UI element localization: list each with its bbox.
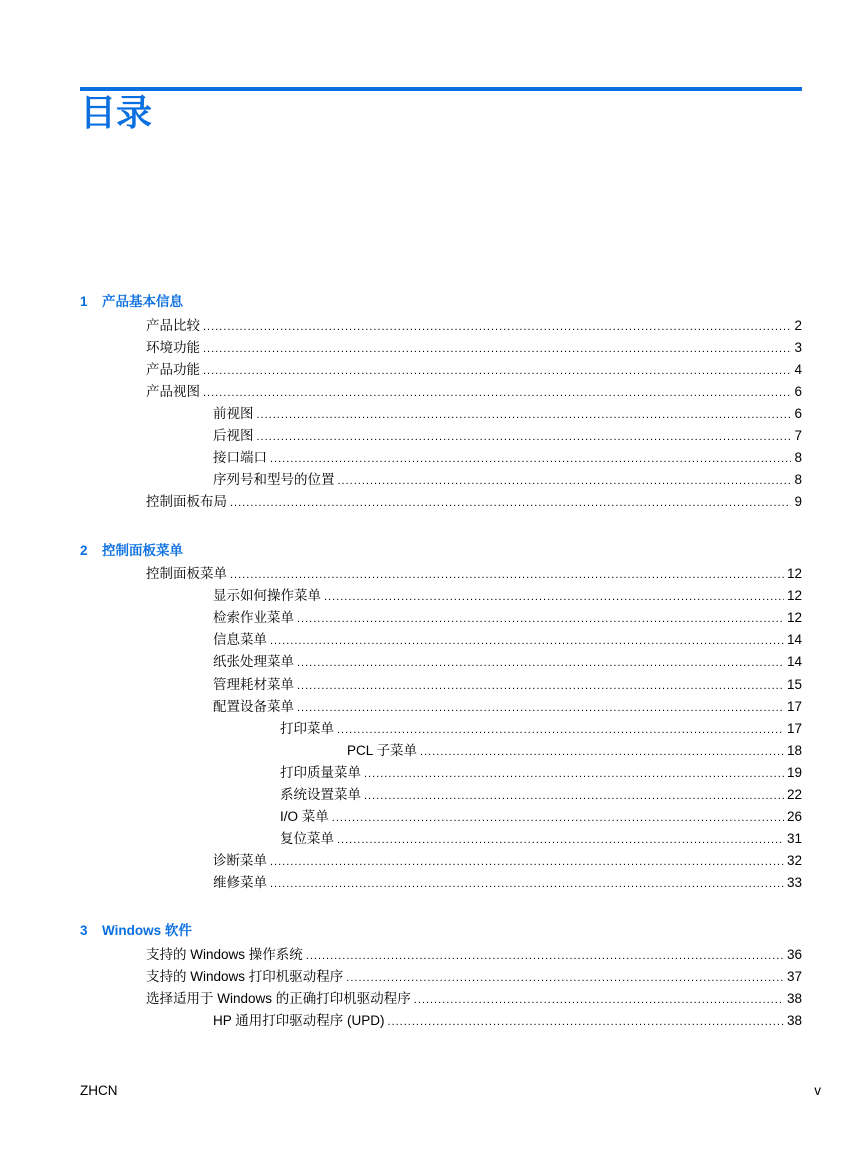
toc-entry[interactable] — [280, 718, 802, 741]
toc-entry-page: 12 — [786, 610, 802, 625]
dot-leader — [297, 608, 784, 630]
toc-entry-page: 12 — [786, 566, 802, 581]
dot-leader — [270, 448, 791, 470]
dot-leader — [364, 763, 784, 785]
toc-entry[interactable] — [213, 425, 802, 448]
toc-entry-label: 产品视图 — [146, 384, 200, 399]
toc-entry[interactable] — [213, 674, 802, 697]
toc-entry-label: 管理耗材菜单 — [213, 677, 294, 692]
toc-entry-page: 6 — [794, 384, 802, 399]
toc-entry[interactable] — [146, 315, 802, 338]
toc-entry[interactable] — [213, 629, 802, 652]
toc-entry-label: 选择适用于 Windows 的正确打印机驱动程序 — [146, 991, 411, 1006]
toc-entry-label: 诊断菜单 — [213, 853, 267, 868]
toc-entry-page: 12 — [786, 588, 802, 603]
toc-entry[interactable] — [347, 740, 802, 763]
toc-entry-label: 复位菜单 — [280, 831, 334, 846]
toc-entry[interactable] — [213, 607, 802, 630]
toc-entry-label: 前视图 — [213, 406, 254, 421]
toc-entry-page: 26 — [786, 809, 802, 824]
chapter-number: 1 — [80, 294, 88, 309]
toc-entry-page: 6 — [794, 406, 802, 421]
toc-entry-page: 9 — [794, 494, 802, 509]
dot-leader — [338, 470, 792, 492]
toc-entry[interactable] — [213, 469, 802, 492]
dot-leader — [270, 873, 784, 895]
toc-entry-page: 33 — [786, 875, 802, 890]
toc-entry-label: 系统设置菜单 — [280, 787, 361, 802]
toc-entry[interactable] — [213, 585, 802, 608]
toc-entry[interactable] — [213, 1010, 802, 1033]
dot-leader — [337, 719, 784, 741]
toc-entry-label: 环境功能 — [146, 340, 200, 355]
toc-entry-label: 产品比较 — [146, 318, 200, 333]
toc-entry-page: 17 — [786, 721, 802, 736]
dot-leader — [270, 851, 784, 873]
toc-entry[interactable] — [280, 762, 802, 785]
toc-entry-page: 37 — [786, 969, 802, 984]
toc-entry-label: 控制面板菜单 — [146, 566, 227, 581]
chapter-title: 产品基本信息 — [102, 294, 183, 309]
dot-leader — [203, 316, 791, 338]
toc-entry-label: 支持的 Windows 操作系统 — [146, 947, 303, 962]
toc-entry[interactable] — [213, 872, 802, 895]
toc-entry-label: 接口端口 — [213, 450, 267, 465]
toc-entry-page: 36 — [786, 947, 802, 962]
toc-entry[interactable] — [146, 337, 802, 360]
toc-entry-page: 31 — [786, 831, 802, 846]
toc-entry[interactable] — [146, 988, 802, 1011]
chapter-title: Windows 软件 — [102, 923, 192, 938]
top-rule — [80, 87, 802, 91]
dot-leader — [364, 785, 784, 807]
dot-leader — [337, 829, 784, 851]
dot-leader — [257, 426, 792, 448]
toc-entry-page: 3 — [794, 340, 802, 355]
dot-leader — [270, 630, 784, 652]
chapter-number: 3 — [80, 923, 88, 938]
toc-entry-page: 22 — [786, 787, 802, 802]
footer-page-number: v — [814, 1083, 821, 1098]
dot-leader — [388, 1011, 784, 1033]
dot-leader — [332, 807, 784, 829]
toc-entry-label: PCL 子菜单 — [347, 743, 418, 758]
toc-entry-label: I/O 菜单 — [280, 809, 329, 824]
toc-entry-label: 显示如何操作菜单 — [213, 588, 321, 603]
toc-entry-page: 38 — [786, 991, 802, 1006]
toc-entry-page: 17 — [786, 699, 802, 714]
toc-entry[interactable] — [280, 806, 802, 829]
toc-entry[interactable] — [213, 447, 802, 470]
page-title: 目录 — [80, 93, 153, 134]
toc-entry-label: 纸张处理菜单 — [213, 654, 294, 669]
dot-leader — [414, 989, 784, 1011]
toc-entry[interactable] — [280, 828, 802, 851]
toc-entry-page: 19 — [786, 765, 802, 780]
toc-entry-label: HP 通用打印驱动程序 (UPD) — [213, 1013, 385, 1028]
toc-entry-label: 产品功能 — [146, 362, 200, 377]
toc-entry-page: 18 — [786, 743, 802, 758]
toc-entry[interactable] — [146, 966, 802, 989]
chapter-number: 2 — [80, 543, 88, 558]
chapter-heading[interactable] — [80, 920, 192, 942]
dot-leader — [257, 404, 792, 426]
chapter-heading[interactable] — [80, 540, 183, 562]
toc-entry[interactable] — [146, 359, 802, 382]
toc-entry-page: 8 — [794, 472, 802, 487]
toc-entry-label: 检索作业菜单 — [213, 610, 294, 625]
dot-leader — [324, 586, 784, 608]
toc-entry-page: 4 — [794, 362, 802, 377]
toc-entry[interactable] — [146, 563, 802, 586]
toc-entry[interactable] — [213, 651, 802, 674]
toc-entry-label: 配置设备菜单 — [213, 699, 294, 714]
dot-leader — [203, 338, 791, 360]
toc-entry-label: 打印质量菜单 — [280, 765, 361, 780]
toc-entry-page: 38 — [786, 1013, 802, 1028]
toc-entry-page: 7 — [794, 428, 802, 443]
toc-entry-page: 2 — [794, 318, 802, 333]
toc-entry[interactable] — [213, 850, 802, 873]
toc-entry[interactable] — [213, 403, 802, 426]
toc-entry[interactable] — [146, 381, 802, 404]
toc-entry-page: 15 — [786, 677, 802, 692]
toc-entry-page: 32 — [786, 853, 802, 868]
toc-entry[interactable] — [146, 944, 802, 967]
toc-entry[interactable] — [213, 696, 802, 719]
toc-entry-label: 打印菜单 — [280, 721, 334, 736]
toc-entry-label: 后视图 — [213, 428, 254, 443]
dot-leader — [230, 564, 784, 586]
dot-leader — [203, 360, 791, 382]
toc-entry-page: 14 — [786, 632, 802, 647]
footer-language: ZHCN — [80, 1083, 118, 1098]
toc-entry[interactable] — [280, 784, 802, 807]
chapter-heading[interactable] — [80, 291, 183, 313]
dot-leader — [297, 652, 784, 674]
dot-leader — [346, 967, 784, 989]
toc-entry-page: 14 — [786, 654, 802, 669]
dot-leader — [306, 945, 784, 967]
toc-entry-label: 控制面板布局 — [146, 494, 227, 509]
dot-leader — [297, 697, 784, 719]
toc-entry-label: 序列号和型号的位置 — [213, 472, 335, 487]
dot-leader — [203, 382, 791, 404]
toc-entry-page: 8 — [794, 450, 802, 465]
toc-entry-label: 维修菜单 — [213, 875, 267, 890]
toc-entry[interactable] — [146, 491, 802, 514]
dot-leader — [420, 741, 784, 763]
dot-leader — [230, 492, 791, 514]
chapter-title: 控制面板菜单 — [102, 543, 183, 558]
toc-entry-label: 支持的 Windows 打印机驱动程序 — [146, 969, 344, 984]
toc-entry-label: 信息菜单 — [213, 632, 267, 647]
dot-leader — [297, 675, 784, 697]
